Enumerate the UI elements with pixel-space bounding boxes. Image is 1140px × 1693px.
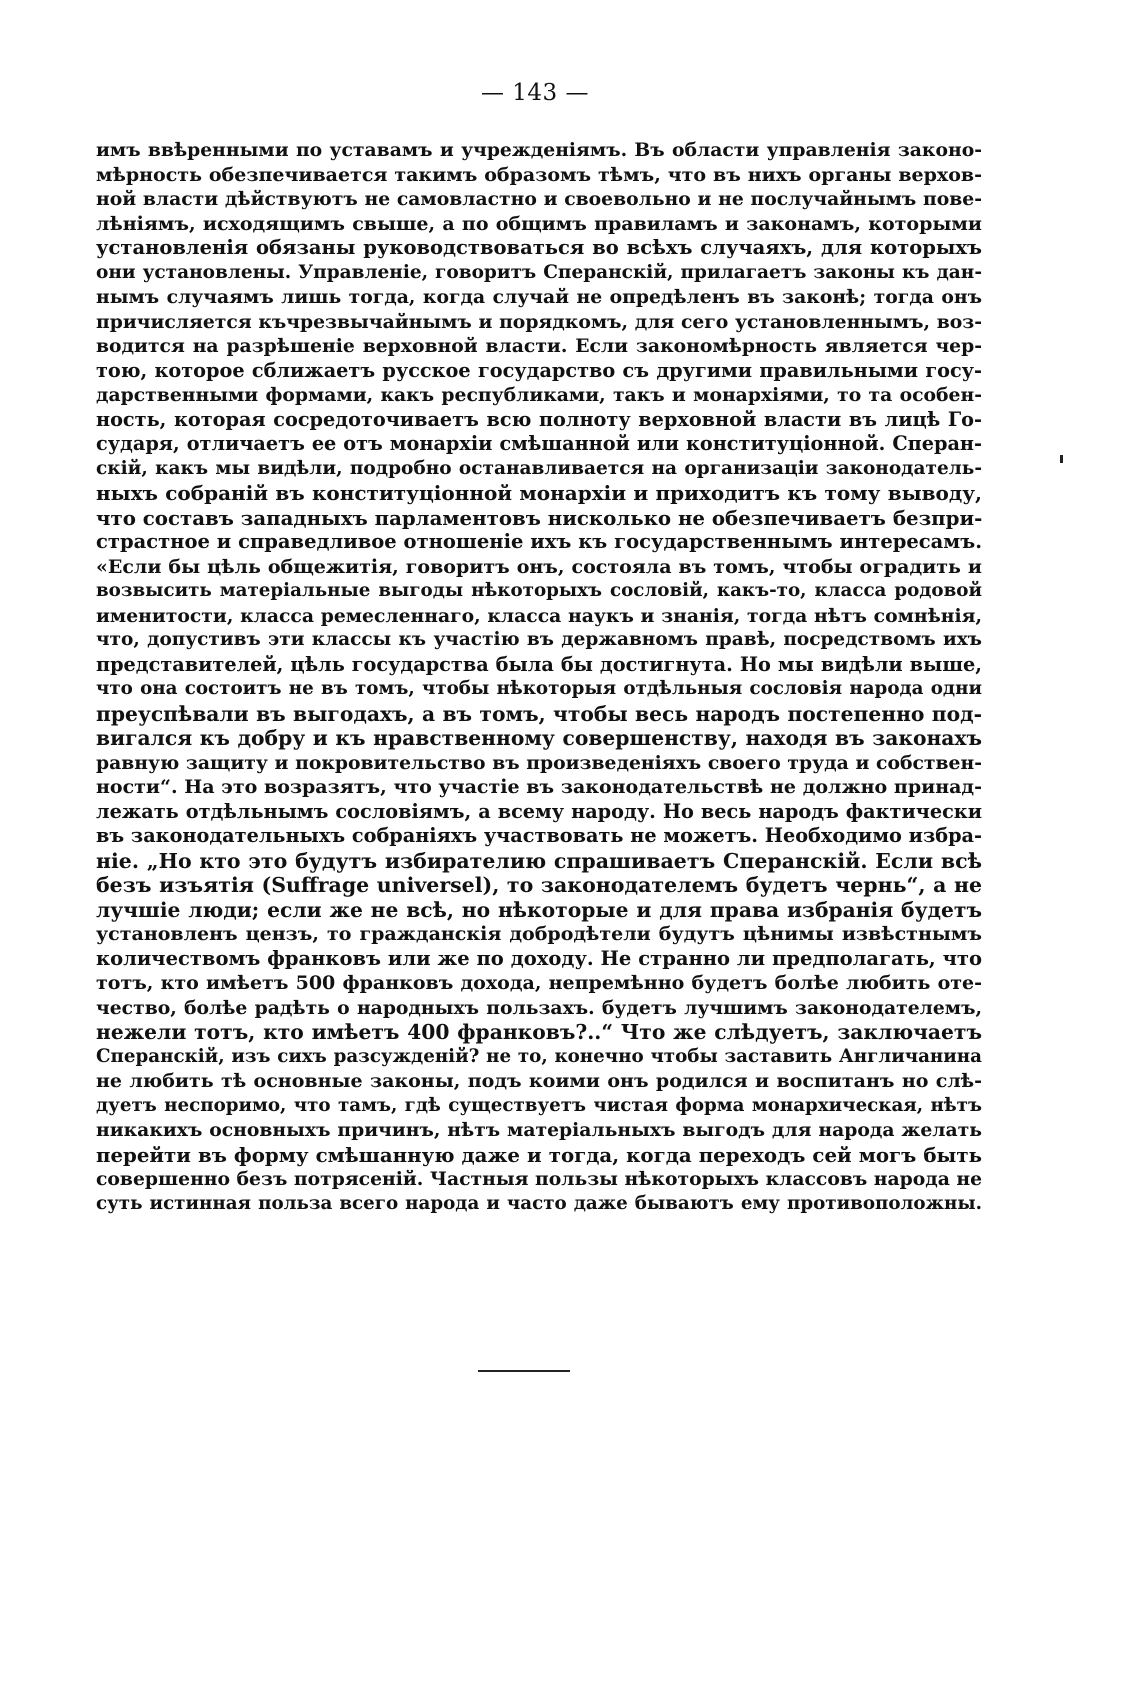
text-line: лучшіе люди; если же не всѣ, но нѣкоторые и для права избранія будетъ	[96, 897, 982, 922]
text-line: безъ изъятія (Suffrage universel), то законодателемъ будетъ чернь“, а не	[96, 873, 982, 897]
text-line: ной власти дѣйствуютъ не самовластно и своевольно и не послучайнымъ пове-	[96, 188, 982, 210]
text-line: что она состоитъ не въ томъ, чтобы нѣкоторыя отдѣльныя сословія народа одни	[96, 678, 982, 699]
body-text	[96, 138, 982, 1216]
text-line: именитости, класса ремесленнаго, класса наукъ и знанія, тогда нѣтъ сомнѣнія,	[96, 604, 982, 627]
text-line: суть истинная польза всего народа и часто даже бываютъ ему противоположны.	[96, 1192, 982, 1214]
text-line: установленъ цензъ, то гражданскія добродѣтели будутъ цѣнимы извѣстнымъ	[96, 923, 982, 945]
text-line: ность, которая сосредоточиваетъ всю полноту верховной власти въ лицѣ Го-	[96, 407, 982, 431]
text-line: имъ ввѣренными по уставамъ и учрежденіямъ. Въ области управленія законо-	[96, 139, 982, 161]
text-line: представителей, цѣль государства была бы достигнута. Но мы видѣли выше,	[96, 652, 982, 676]
margin-mark	[1060, 455, 1063, 463]
text-line: не любить тѣ основные законы, подъ коими онъ родился и воспитанъ но слѣ-	[96, 1070, 982, 1092]
text-line: перейти въ форму смѣшанную даже и тогда, когда переходъ сей могъ быть	[96, 1142, 982, 1167]
text-line: они установлены. Управленіе, говоритъ Сперанскій, прилагаетъ законы къ дан-	[96, 261, 982, 283]
text-line: ніе. „Но кто это будутъ избирателию спрашиваетъ Сперанскій. Если всѣ	[96, 848, 982, 873]
text-line: водится на разрѣшеніе верховной власти. Если закономѣрность является чер-	[96, 335, 982, 357]
text-line: совершенно безъ потрясеній. Частныя пользы нѣкоторыхъ классовъ народа не	[96, 1168, 982, 1190]
text-line: никакихъ основныхъ причинъ, нѣтъ матеріальныхъ выгодъ для народа желать	[96, 1119, 982, 1141]
text-line: возвысить матеріальные выгоды нѣкоторыхъ сословій, какъ-то, класса родовой	[96, 580, 982, 601]
text-line: Сперанскій, изъ сихъ разсужденій? не то, конечно чтобы заставить Англичанина	[96, 1045, 982, 1067]
text-line: преуспѣвали въ выгодахъ, а въ томъ, чтобы весь народъ постепенно под-	[96, 701, 982, 726]
text-line: мѣрность обезпечивается такимъ образомъ тѣмъ, что въ нихъ органы верхов-	[96, 163, 982, 186]
text-line: тою, которое сближаетъ русское государство съ другими правильными госу-	[96, 358, 982, 382]
text-line: ности“. На это возразятъ, что участіе въ законодательствѣ не должно принад-	[96, 776, 982, 798]
text-line: «Если бы цѣль общежитія, говоритъ онъ, состояла въ томъ, чтобы оградить и	[96, 555, 982, 578]
text-line: тотъ, кто имѣетъ 500 франковъ дохода, непремѣнно будетъ болѣе любить оте-	[96, 972, 982, 994]
text-line: вигался къ добру и къ нравственному совершенству, находя въ законахъ	[96, 726, 982, 750]
text-line: что составъ западныхъ парламентовъ нисколько не обезпечиваетъ безпри-	[96, 505, 982, 530]
text-line: въ законодательныхъ собраніяхъ участвовать не можетъ. Необходимо избра-	[96, 824, 982, 847]
end-rule	[478, 1370, 570, 1372]
text-line: дуетъ неспоримо, что тамъ, гдѣ существуетъ чистая форма монархическая, нѣтъ	[96, 1094, 982, 1116]
text-line: равную защиту и покровительство въ произведеніяхъ своего труда и собствен-	[96, 751, 982, 774]
text-line: причисляется къчрезвычайнымъ и порядкомъ, для сего установленнымъ, воз-	[96, 310, 982, 333]
text-line: ныхъ собраній въ конституціонной монархіи и приходитъ къ тому выводу,	[96, 481, 982, 505]
text-line: нежели тотъ, кто имѣетъ 400 франковъ?..“ Что же слѣдуетъ, заключаетъ	[96, 1020, 982, 1044]
text-line: сударя, отличаетъ ее отъ монархіи смѣшанной или конституціонной. Сперан-	[96, 432, 982, 455]
text-line: скій, какъ мы видѣли, подробно останавливается на организаціи законодатель-	[96, 457, 982, 479]
text-line: количествомъ франковъ или же по доходу. Не странно ли предполагать, что	[96, 946, 982, 970]
text-line: установленія обязаны руководствоваться во всѣхъ случаяхъ, для которыхъ	[96, 236, 982, 259]
text-line: дарственными формами, какъ республиками, такъ и монархіями, то та особен-	[96, 384, 982, 406]
text-line: чество, болѣе радѣть о народныхъ пользахъ. будетъ лучшимъ законодателемъ,	[96, 996, 982, 1019]
text-line: нымъ случаямъ лишь тогда, когда случай не опредѣленъ въ законѣ; тогда онъ	[96, 286, 982, 308]
text-line: лежать отдѣльнымъ сословіямъ, а всему народу. Но весь народъ фактически	[96, 799, 982, 823]
text-line: страстное и справедливое отношеніе ихъ къ государственнымъ интересамъ.	[96, 530, 982, 553]
page-number: — 143 —	[480, 80, 590, 106]
text-line: что, допустивъ эти классы къ участію въ державномъ правѣ, посредствомъ ихъ	[96, 629, 982, 650]
text-line: лѣніямъ, исходящимъ свыше, а по общимъ правиламъ и законамъ, которыми	[96, 212, 982, 235]
